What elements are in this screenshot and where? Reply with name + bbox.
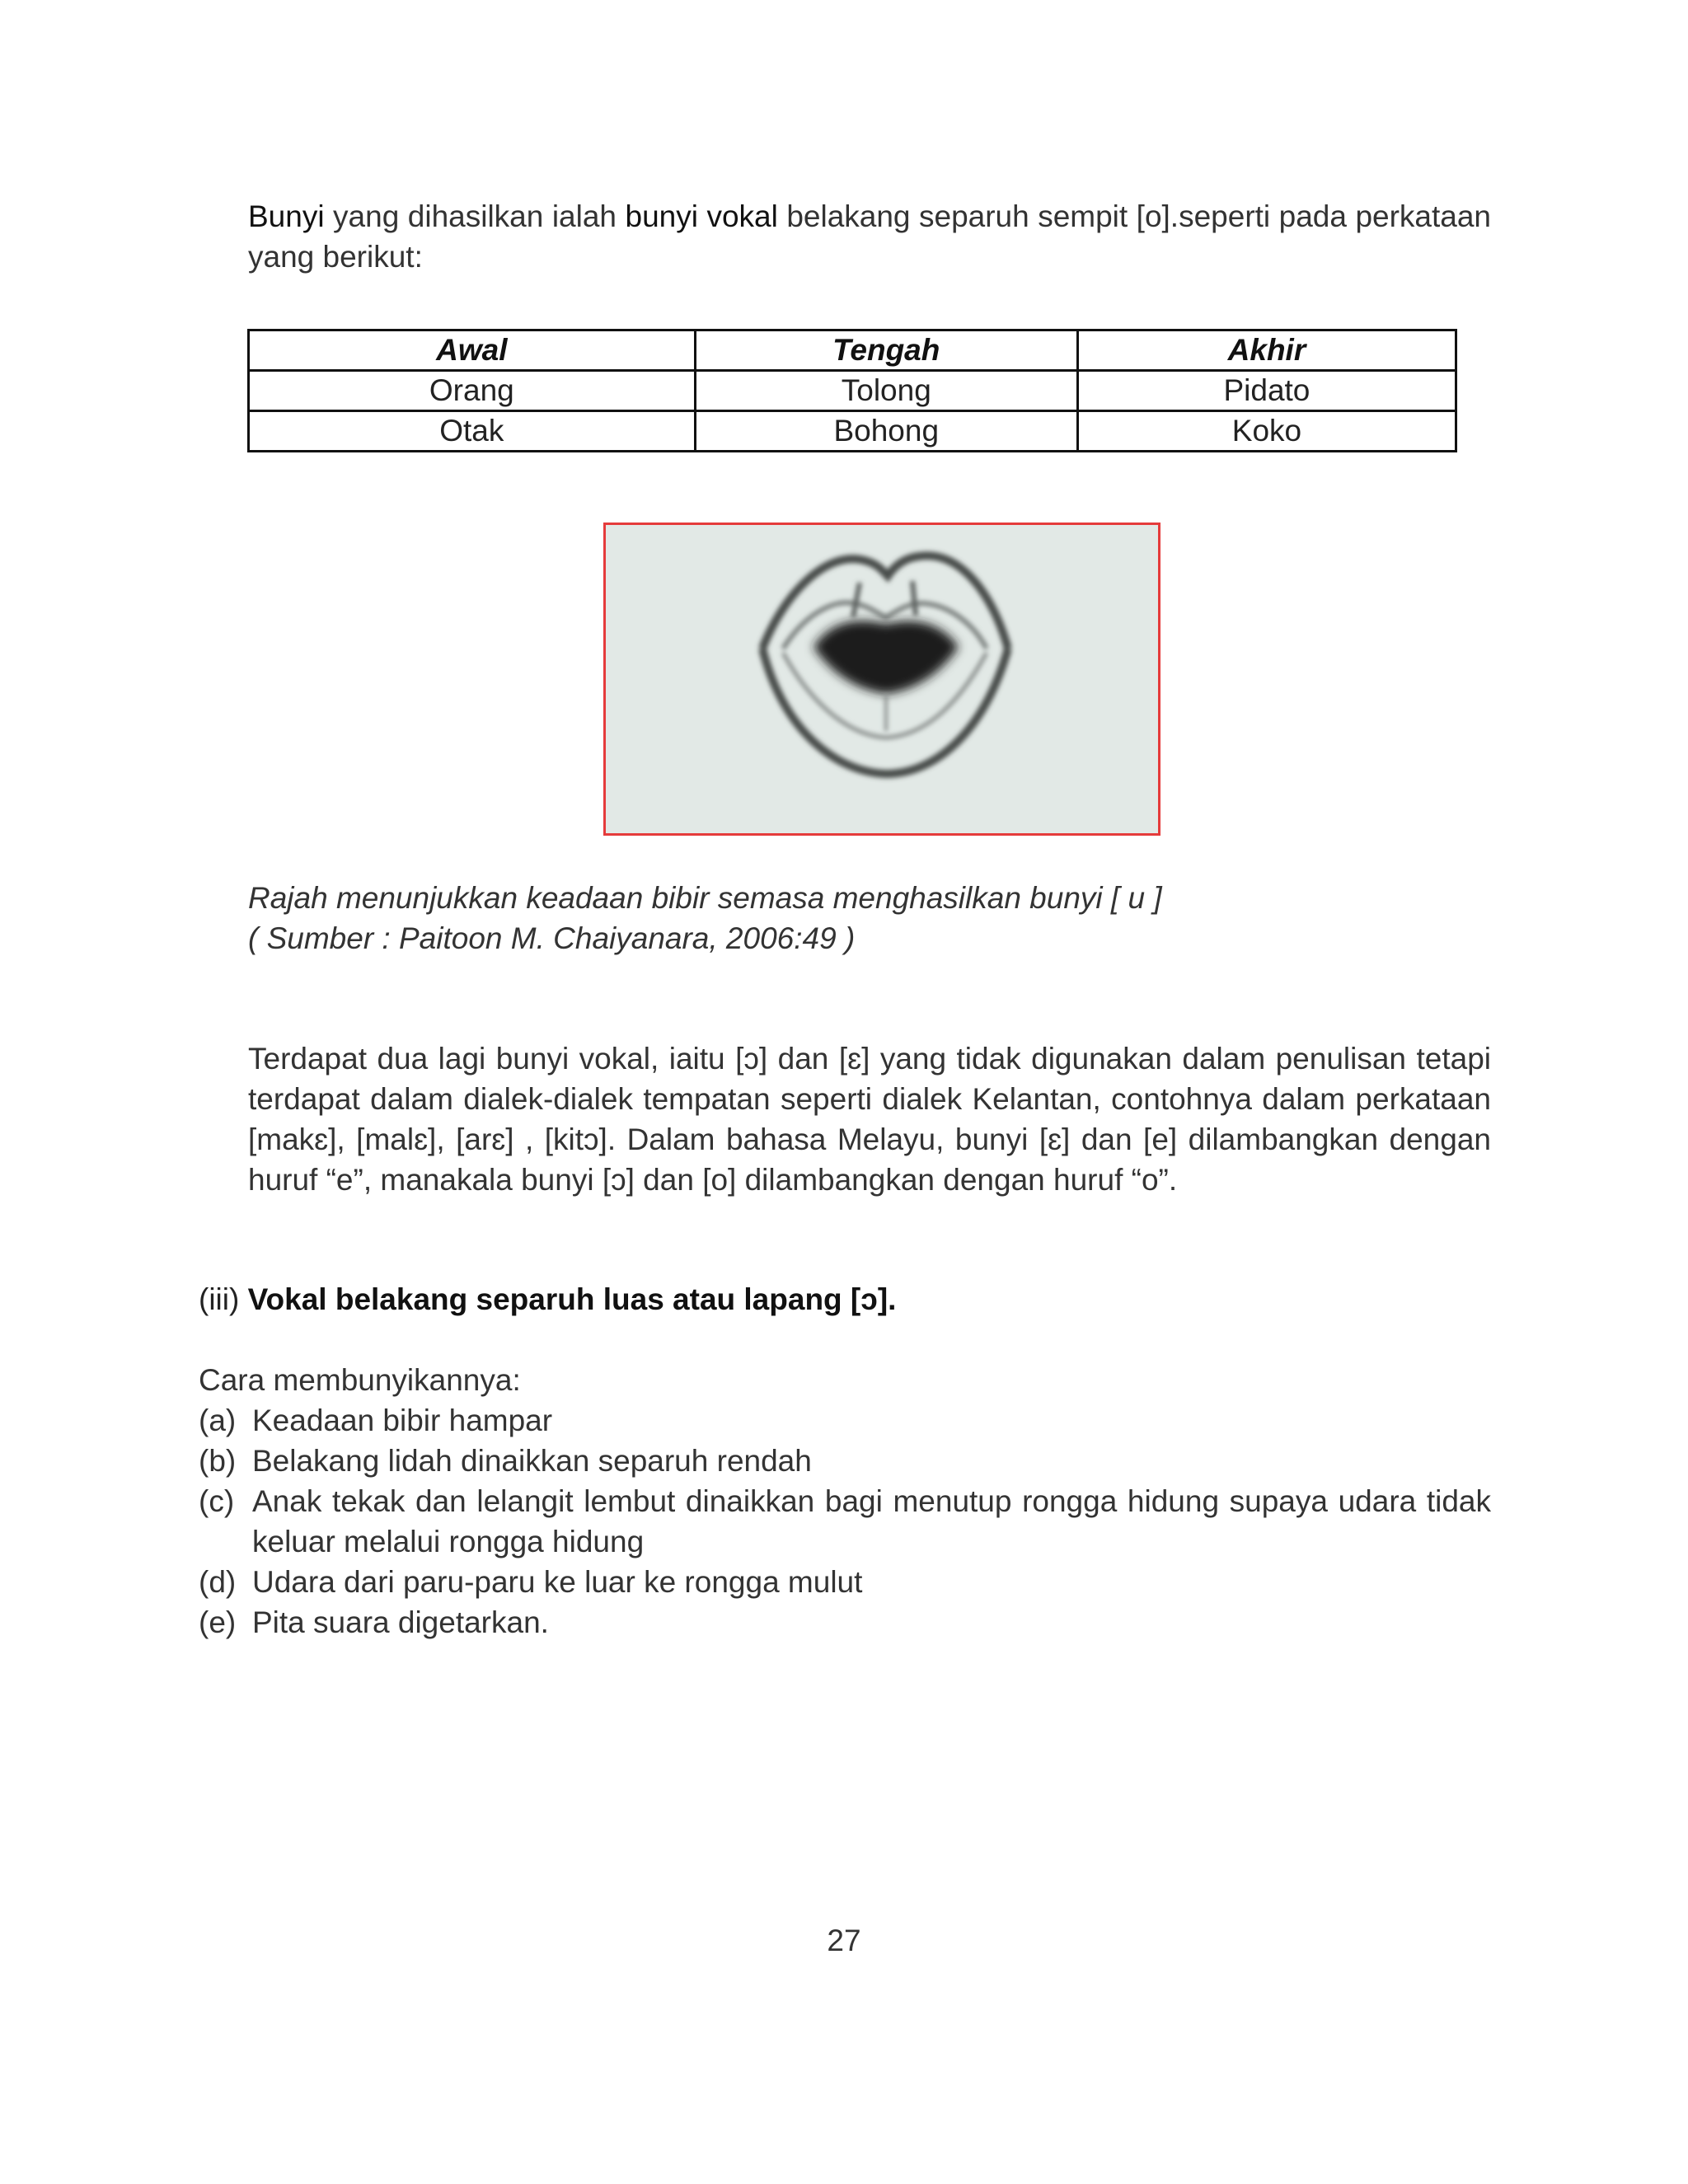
table-cell: Pidato xyxy=(1077,371,1456,411)
list-item-text: Keadaan bibir hampar xyxy=(252,1404,553,1437)
list-marker: (b) xyxy=(199,1444,237,1478)
table-cell: Otak xyxy=(249,411,696,452)
list-item xyxy=(199,1602,1491,1643)
table-row xyxy=(249,371,1456,411)
intro-word-bunyi: Bunyi xyxy=(248,199,325,233)
table-cell: Bohong xyxy=(695,411,1077,452)
table-header-awal: Awal xyxy=(249,330,696,371)
list-item-text: Anak tekak dan lelangit lembut dinaikkan bagi menutup rongga hidung supaya udara tidak keluar melalui rongga hidung xyxy=(252,1484,1491,1558)
table-header-tengah: Tengah xyxy=(695,330,1077,371)
heading-number: (iii) xyxy=(199,1282,240,1316)
list-item-text: Udara dari paru-paru ke luar ke rongga mulut xyxy=(252,1565,863,1599)
table-cell: Tolong xyxy=(695,371,1077,411)
list-item xyxy=(199,1562,1491,1602)
how-to-label: Cara membunyikannya: xyxy=(199,1363,521,1397)
list-item-text: Pita suara digetarkan. xyxy=(252,1605,549,1639)
figure-caption xyxy=(248,878,1162,958)
list-item xyxy=(199,1400,1491,1441)
list-marker: (c) xyxy=(199,1484,235,1518)
steps-list xyxy=(199,1400,1491,1643)
list-item xyxy=(199,1481,1491,1562)
word-examples-table xyxy=(247,329,1457,452)
intro-term-bunyi-vokal: bunyi vokal xyxy=(625,199,778,233)
intro-text-2: belakang separuh sempit [o].seperti pada perkataan yang berikut: xyxy=(248,199,1492,274)
table-row xyxy=(249,411,1456,452)
table-header-akhir: Akhir xyxy=(1077,330,1456,371)
body-paragraph: Terdapat dua lagi bunyi vokal, iaitu [ɔ] dan [ɛ] yang tidak digunakan dalam penulisan tetapi terdapat dalam dialek-dialek tempatan seperti dialek Kelantan, contohnya dalam perkataan [makɛ], [malɛ], [arɛ] , [kitɔ]. Dalam bahasa Melayu, bunyi [ɛ] dan [e] dilambangkan dengan huruf “e”, manakala bunyi [ɔ] dan [o] dilambangkan dengan huruf “o”. xyxy=(248,1042,1491,1197)
list-item-text: Belakang lidah dinaikkan separuh rendah xyxy=(252,1444,812,1478)
page-number: 27 xyxy=(827,1924,861,1957)
list-marker: (e) xyxy=(199,1605,237,1639)
intro-paragraph xyxy=(248,196,1491,277)
heading-title: belakang separuh luas atau lapang [ɔ]. xyxy=(335,1282,897,1316)
list-marker: (a) xyxy=(199,1404,237,1437)
intro-text-1: yang dihasilkan ialah xyxy=(324,199,626,233)
table-header-row xyxy=(249,330,1456,371)
lips-icon xyxy=(606,525,1158,833)
list-item xyxy=(199,1441,1491,1481)
table-cell: Orang xyxy=(249,371,696,411)
list-marker: (d) xyxy=(199,1565,237,1599)
section-heading xyxy=(199,1279,896,1319)
caption-line-1: Rajah menunjukkan keadaan bibir semasa menghasilkan bunyi [ u ] xyxy=(248,881,1162,915)
table-cell: Koko xyxy=(1077,411,1456,452)
lips-figure xyxy=(603,523,1160,836)
caption-source: ( Sumber : Paitoon M. Chaiyanara, 2006:49 ) xyxy=(248,921,856,955)
heading-vokal: Vokal xyxy=(247,1282,327,1316)
